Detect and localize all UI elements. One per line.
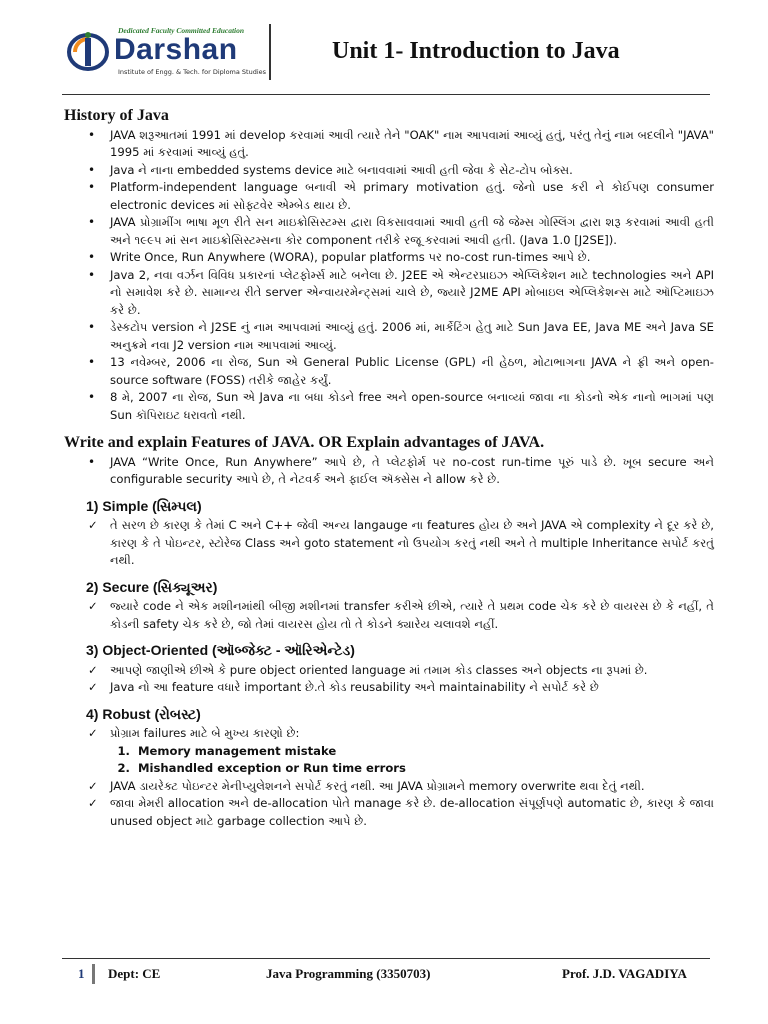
page-number-bar (92, 964, 95, 984)
page-content (64, 104, 714, 830)
feature-secure-list (64, 598, 714, 633)
history-item: • JAVA શરૂઆતમાં 1991 માં develop કરવામાં આવી ત્યારે તેને "OAK" નામ આપવામાં આવ્યું હતું, પરંતુ તેનું નામ બદલીને "JAVA" 1995 માં કરવામાં આવ્યું હતું. (110, 127, 714, 162)
history-item: • Java ને નાના embedded systems device માટે બનાવવામાં આવી હતી જેવા કે સેટ-ટોપ બોક્સ. (110, 162, 714, 180)
history-item: • Platform-independent language બનાવી એ primary motivation હતું. જેનો use કરી ને કોઈપણ consumer electronic devices માં સોફ્ટવેર એમ્બેડ થાય છે. (110, 179, 714, 214)
checkmark-icon: ✓ (88, 778, 98, 793)
history-item: • JAVA પ્રોગ્રામીંગ ભાષા મૂળ રીતે સન માઇક્રોસિસ્ટમ્સ દ્વારા વિકસાવવામાં આવી હતી જે જેમ્સ ગોસ્લિંગ દ્વારા શરૂ કરવામાં આવી હતી અને ૧૯૯૫ માં સન માઇક્રોસિસ્ટમ્સના કોર component તરીકે રજૂ કરવામાં આવી હતી. (Java 1.0 [J2SE]). (110, 214, 714, 249)
feature-point (88, 598, 714, 633)
page-header (0, 0, 768, 92)
logo-mark-icon (66, 30, 114, 74)
history-item: • 13 નવેમ્બર, 2006 ના રોજ, Sun એ General Public License (GPL) ની હેઠળ, મોટાભાગના JAVA ને ફ્રી અને open-source software (FOSS) તરીકે જાહેર કર્યું. (110, 354, 714, 389)
feature-robust-heading: 4) Robust (રોબસ્ટ) (86, 705, 201, 722)
footer-dept: Dept: CE (108, 966, 161, 981)
header-divider (269, 24, 271, 80)
feature-robust-list (64, 725, 714, 743)
failure-reasons-list (64, 743, 714, 778)
checkmark-icon: ✓ (88, 680, 98, 694)
feature-oop-heading: 3) Object-Oriented (ઑબ્જેક્ટ - ઑરિએન્ટેડ) (86, 642, 355, 658)
header-rule (62, 94, 710, 95)
checkmark-icon: ✓ (88, 599, 98, 613)
feature-point (88, 517, 714, 570)
feature-point (88, 778, 714, 796)
features-intro: • JAVA “Write Once, Run Anywhere” આપે છે, તે પ્લેટફોર્મ પર no-cost run-time પૂરું પાડે છે. ખૂબ secure અને configurable security આપે છે, તે નેટવર્ક અને ફાઈલ ઍક્સેસ ને allow કરે છે. (110, 454, 714, 489)
feature-point (88, 679, 714, 697)
feature-secure-heading: 2) Secure (સિક્યૂઅર) (86, 578, 218, 595)
feature-point-text: JAVA ડાયરેક્ટ પોઇન્ટર મેનીપ્યુલેશનને સપોર્ટ કરતું નથી. આ JAVA પ્રોગ્રામને memory overwrite થવા દેતું નથી. (110, 778, 645, 793)
feature-point-text: જાવા મેમરી allocation અને de-allocation પોતે manage કરે છે. de-allocation સંપૂર્ણપણે automatic છે, કારણ કે જાવા unused object માટે garbage collection આપે છે. (110, 796, 714, 828)
feature-point (88, 795, 714, 830)
feature-point-text: પ્રોગ્રામ failures માટે બે મુખ્ય કારણો છે: (110, 726, 300, 740)
feature-point-text: તે સરળ છે કારણ કે તેમાં C અને C++ જેવી અન્ય langauge ના features હોય છે અને JAVA એ complexity ને દૂર કરે છે, કારણ કે તે પોઇન્ટર, સ્ટોરેજ Class અને goto statement નો ઉપયોગ કરતું નથી અને તે multiple Inheritance સપોર્ટ કરતું નથી. (110, 518, 714, 567)
page-title: Unit 1- Introduction to Java (332, 38, 620, 64)
feature-oop-list (64, 662, 714, 697)
history-heading: History of Java (64, 107, 169, 124)
features-intro-list (64, 454, 714, 489)
features-heading: Write and explain Features of JAVA. OR Explain advantages of JAVA. (64, 434, 545, 451)
failure-reason: 2. Mishandled exception or Run time errors (134, 760, 714, 778)
page-footer (62, 966, 710, 988)
feature-robust-list-more (64, 778, 714, 831)
footer-course: Java Programming (3350703) (266, 966, 431, 981)
checkmark-icon: ✓ (88, 726, 98, 740)
history-list (64, 127, 714, 425)
logo-subtitle: Institute of Engg. & Tech. for Diploma Studies (118, 68, 267, 76)
history-item: • Java 2, નવા વર્ઝન વિવિધ પ્રકારનાં પ્લેટફોર્મ્સ માટે બનેલા છે. J2EE એ એન્ટરપ્રાઇઝ એપ્લિકેશન માટે technologies અને API નો સમાવેશ કરે છે. સામાન્ય રીતે server એન્વાયરમેન્ટ્સમાં ચાલે છે, જ્યારે J2ME API મોબાઇલ એપ્લિકેશન્સ માટે ઑપ્ટિમાઇઝ કરે છે. (110, 267, 714, 320)
feature-point (88, 725, 714, 743)
feature-point-text: જ્યારે code ને એક મશીનમાંથી બીજી મશીનમાં transfer કરીએ છીએ, ત્યારે તે પ્રથમ code ચેક કરે છે વાયરસ છે કે નહીં, તે કોડની safety ચેક કરે છે, જો તેમાં વાયરસ હોય તો તે કોડને ક્યારેય ચલાવશે નહીં. (110, 599, 714, 631)
feature-simple-heading: 1) Simple (સિમ્પલ) (86, 497, 202, 514)
feature-simple-list (64, 517, 714, 570)
history-item: • 8 મે, 2007 ના રોજ, Sun એ Java ના બધા કોડને free અને open-source બનાવ્યાં જાવા ના કોડનો એક નાનો ભાગમાં પણ Sun કૉપિરાઇટ ધરાવતો નથી. (110, 389, 714, 424)
page-number: 1 (78, 966, 85, 981)
checkmark-icon: ✓ (88, 662, 98, 677)
failure-reason: 1. Memory management mistake (134, 743, 714, 761)
feature-point (88, 662, 714, 680)
checkmark-icon: ✓ (88, 796, 98, 810)
darshan-logo (66, 20, 266, 80)
history-item: • ડેસ્કટોપ version ને J2SE નું નામ આપવામાં આવ્યું હતું. 2006 માં, માર્કેટિંગ હેતુ માટે Sun Java EE, Java ME અને Java SE અનુક્રમે નવા J2 version નામ આપવામાં આવ્યું. (110, 319, 714, 354)
footer-rule (62, 958, 710, 959)
checkmark-icon: ✓ (88, 518, 98, 532)
logo-name: Darshan (114, 33, 238, 66)
logo-tagline: Dedicated Faculty Committed Education (118, 26, 245, 35)
feature-point-text: આપણે જાણીએ છીએ કે pure object oriented language માં તમામ કોડ classes અને objects ના રૂપમાં છે. (110, 662, 648, 677)
history-item: • Write Once, Run Anywhere (WORA), popular platforms પર no-cost run-times આપે છે. (110, 249, 714, 267)
footer-prof: Prof. J.D. VAGADIYA (562, 966, 687, 981)
feature-point-text: Java નો આ feature વધારે important છે.તે કોડ reusability અને maintainability ને સપોર્ટ કરે છે (110, 680, 599, 694)
